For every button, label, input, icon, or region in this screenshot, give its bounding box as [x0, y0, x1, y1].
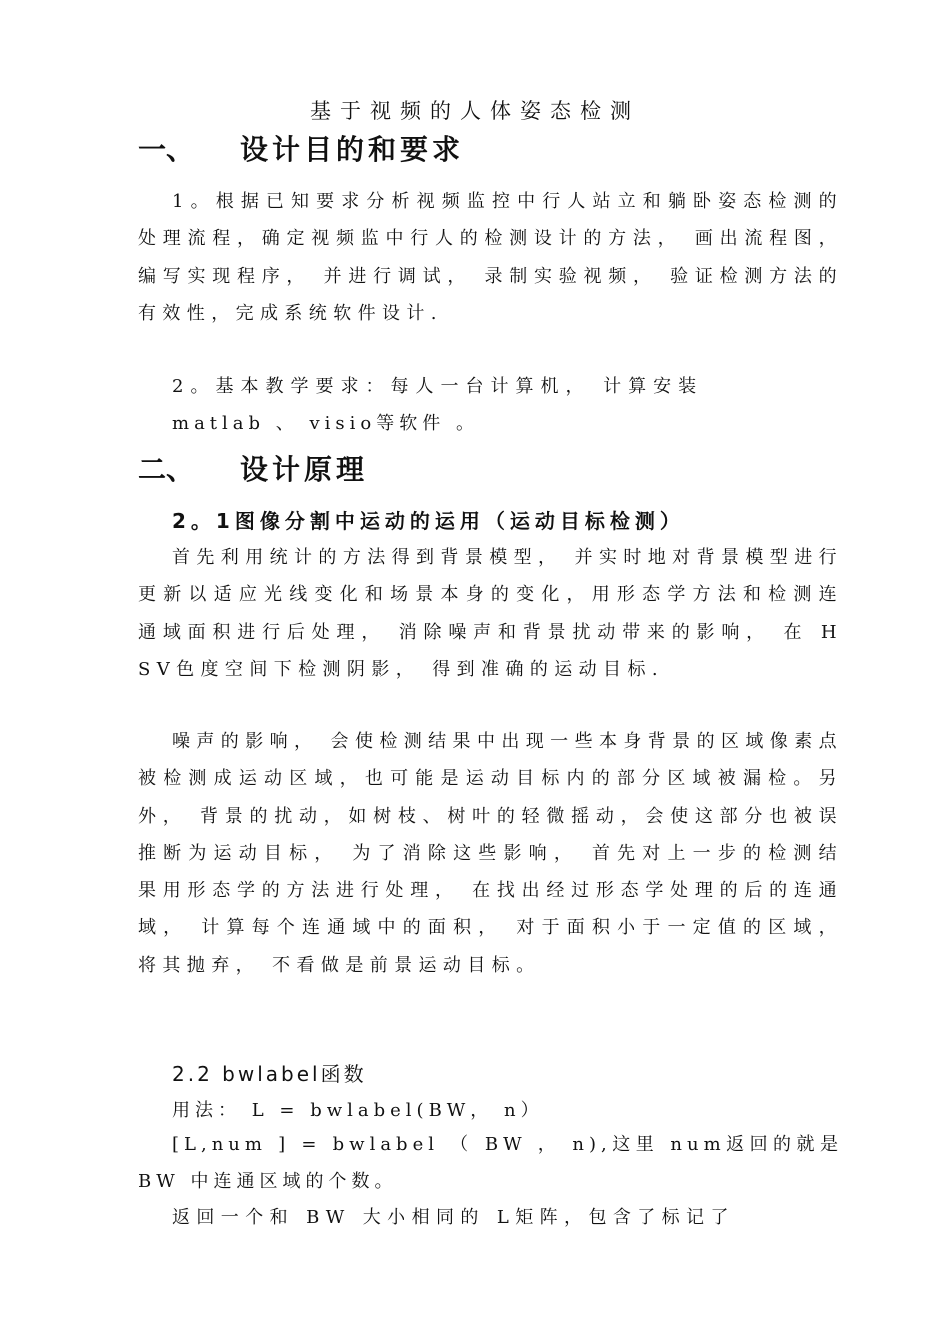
subsection-heading-bwlabel: 2.2 bwlabel函数	[172, 1062, 367, 1086]
requirement-paragraph-2-continuation: matlab 、 visio等软件 。	[172, 413, 479, 434]
section-number: 二、	[138, 453, 195, 486]
section-heading-principle	[138, 450, 368, 490]
subsection-heading-motion-segmentation: 2。1图像分割中运动的运用（运动目标检测）	[172, 509, 685, 533]
section-heading-purpose	[138, 130, 464, 170]
principle-paragraph-1: 首先利用统计的方法得到背景模型， 并实时地对背景模型进行更新以适应光线变化和场景本身的变化，用形态学方法和检测连通域面积进行后处理， 消除噪声和背景扰动带来的影响， 在 HSV色度空间下检测阴影， 得到准确的运动目标.	[138, 547, 843, 680]
principle-paragraph-2: 噪声的影响， 会使检测结果中出现一些本身背景的区域像素点被检测成运动区域，也可能是运动目标内的部分区域被漏检。另外， 背景的扰动，如树枝、树叶的轻微摇动，会使这部分也被误推断为运动目标， 为了消除这些影响， 首先对上一步的检测结果用形态学的方法进行处理， 在找出经过形态学处理的后的连通域， 计算每个连通域中的面积， 对于面积小于一定值的区域，将其抛弃， 不看做是前景运动目标。	[138, 731, 843, 976]
section-title: 设计目的和要求	[240, 133, 465, 166]
requirement-paragraph-2: 2。基本教学要求：每人一台计算机， 计算安装	[172, 376, 704, 397]
requirement-paragraph-1: 1。根据已知要求分析视频监控中行人站立和躺卧姿态检测的处理流程，确定视频监中行人的检测设计的方法， 画出流程图，编写实现程序， 并进行调试， 录制实验视频， 验证检测方法的有效性，完成系统软件设计.	[138, 191, 843, 324]
section-number: 一、	[138, 133, 195, 166]
section-title: 设计原理	[240, 453, 369, 486]
bwlabel-paragraph-2: 返回一个和 BW 大小相同的 L矩阵，包含了标记了	[172, 1207, 735, 1228]
document-title: 基于视频的人体姿态检测	[310, 99, 640, 123]
bwlabel-usage-line: 用法： L = bwlabel(BW， n）	[172, 1100, 544, 1121]
bwlabel-paragraph-1: [L,num ] = bwlabel （ BW ， n),这里 num返回的就是 BW 中连通区域的个数。	[138, 1134, 843, 1193]
